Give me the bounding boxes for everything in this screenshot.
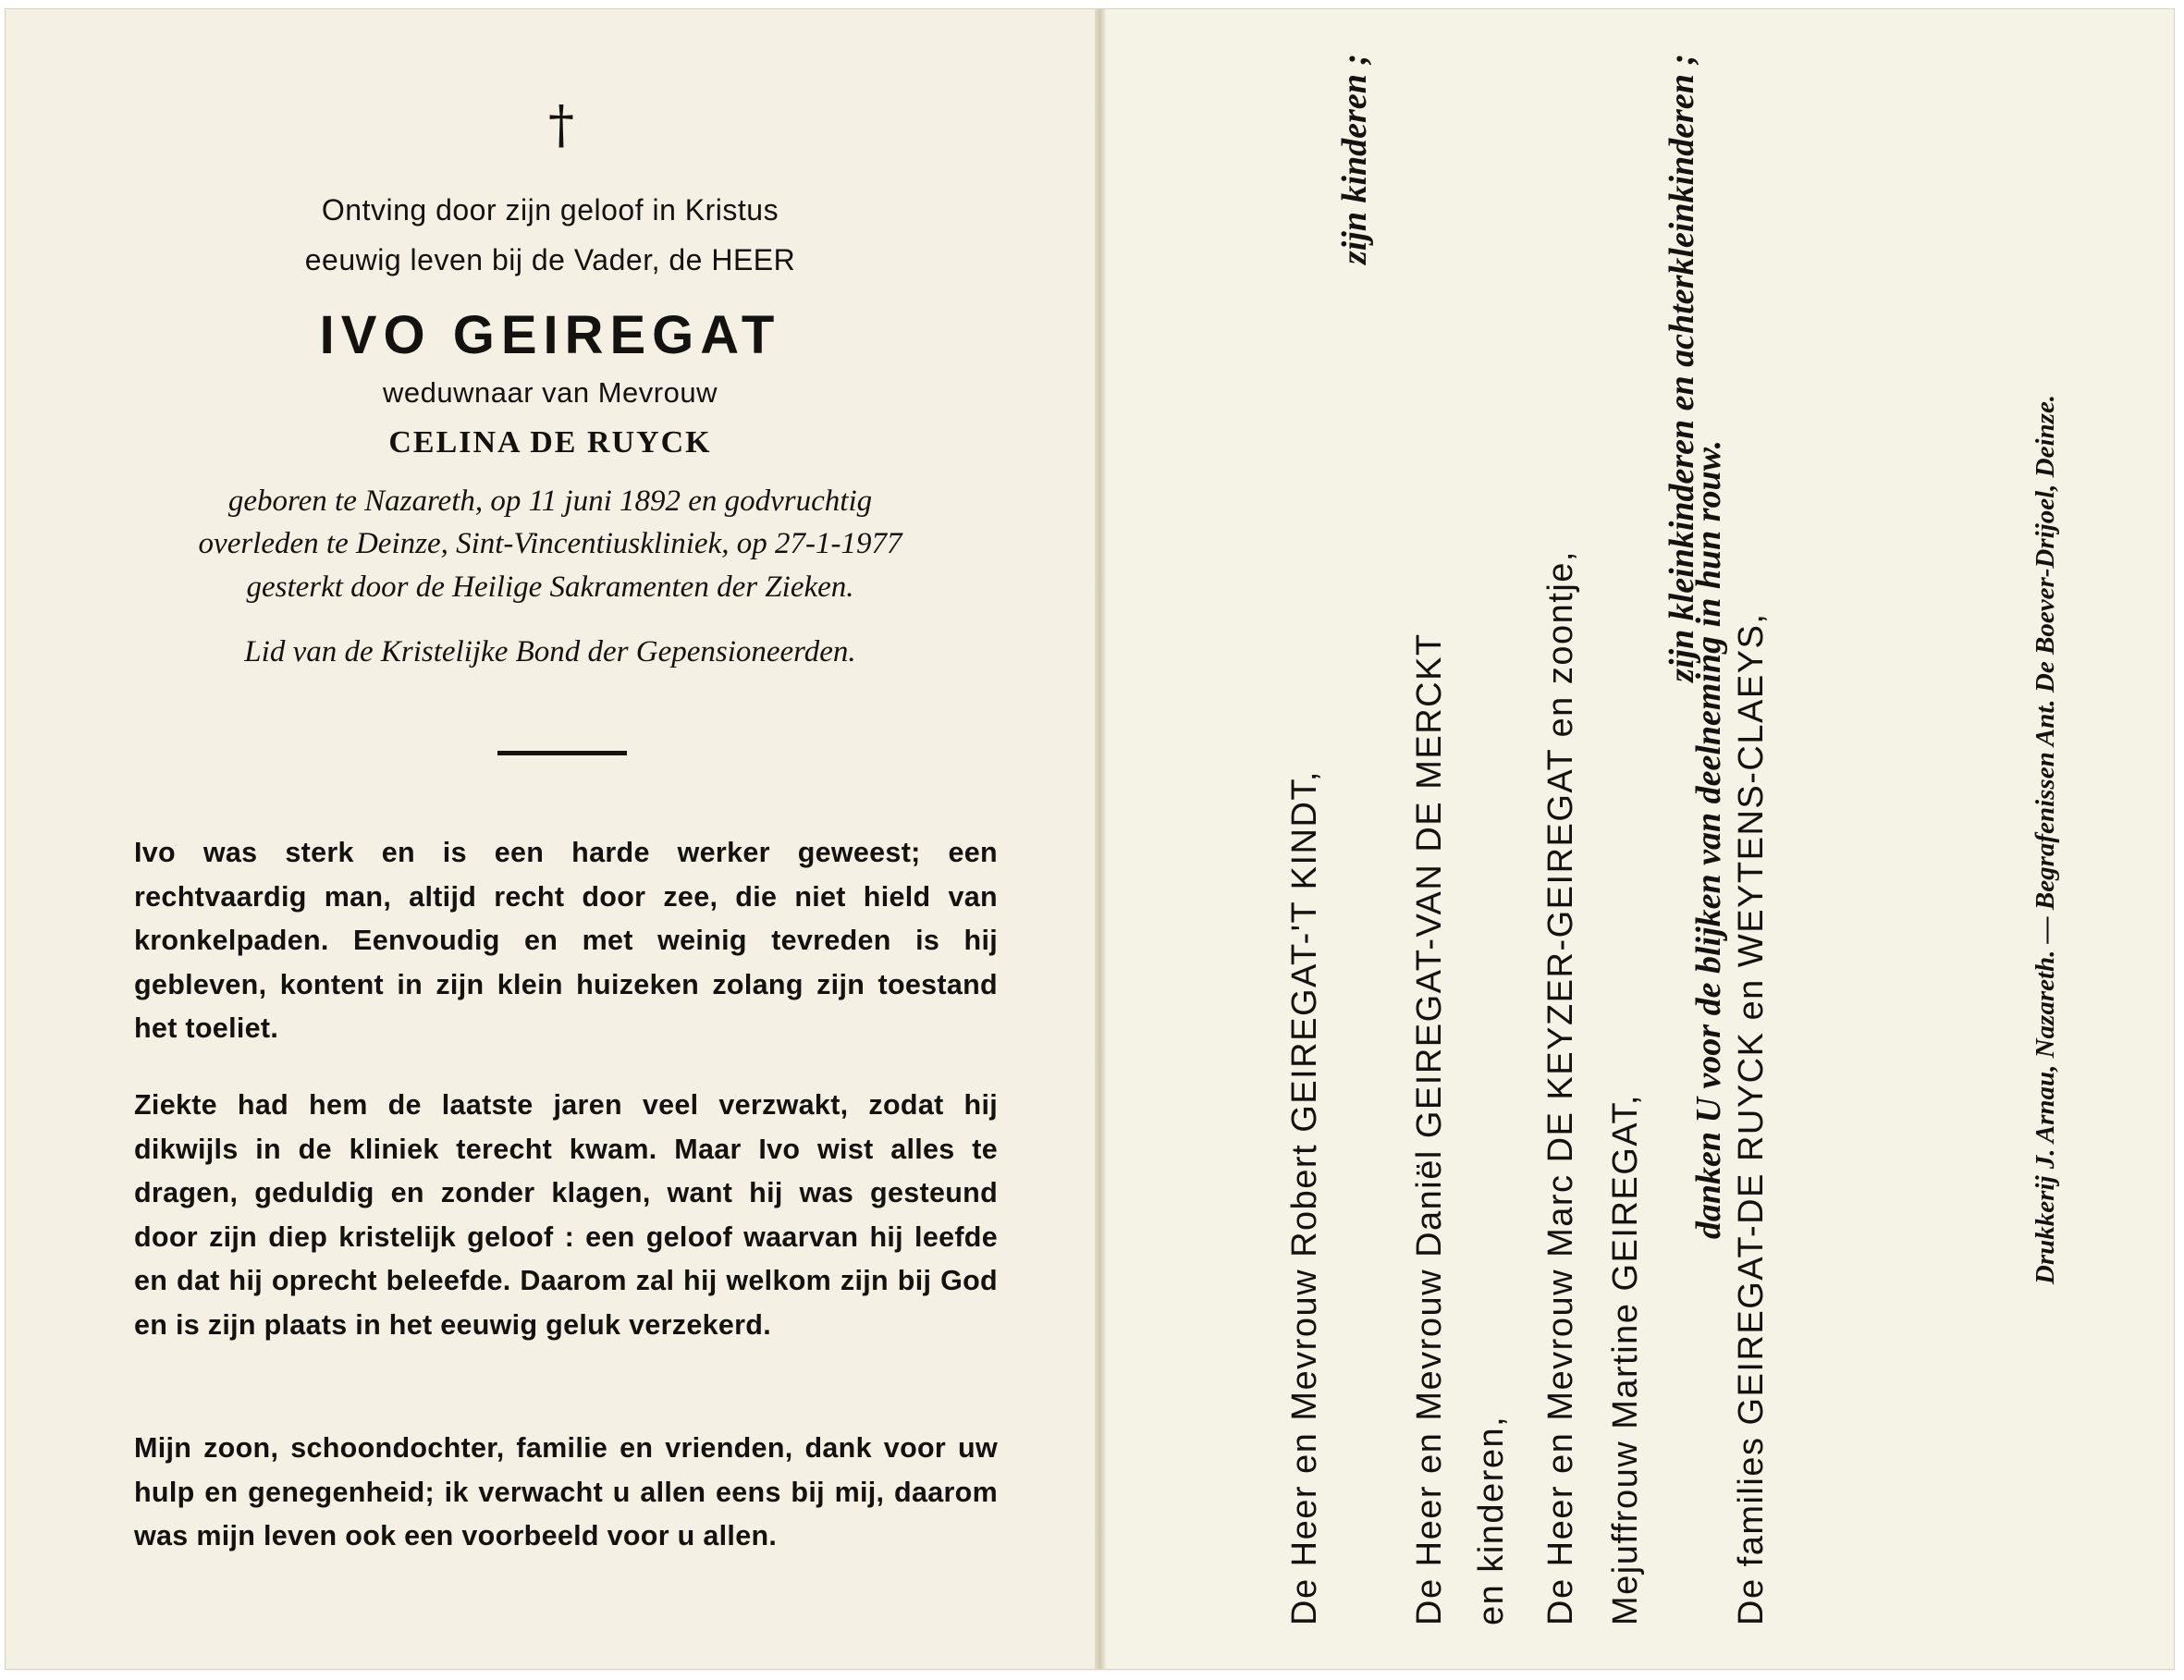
memorial-card: [6, 9, 2174, 1669]
paragraph-character: Ivo was sterk en is een harde werker geweest; een rechtvaardig man, altijd recht door zee, die niet hield van kronkelpaden. Eenvoudig en met weinig tevreden is hij gebleven, kontent in zijn klein huizeken zolang zijn toestand het toeliet.: [134, 837, 998, 1044]
mourner-line-5: De Heer en Mevrouw Marc DE KEYZER-GEIREGAT en zoontje,: [1541, 549, 1580, 1625]
cross-symbol: †: [548, 95, 574, 155]
sacraments-line: gesterkt door de Heilige Sakramenten der Zieken.: [246, 570, 854, 604]
paragraph-illness: Ziekte had hem de laatste jaren veel verzwakt, zodat hij dikwijls in de kliniek terecht kwam. Maar Ivo wist alles te dragen, geduldig en zonder klagen, want hij was gesteund door zijn diep kristelijk geloof : een geloof waarvan hij leefde en dat hij oprecht beleefde. Daarom zal hij welkom zijn bij God en is zijn plaats in het eeuwig geluk verzekerd.: [134, 1089, 998, 1341]
mourner-line-1: De Heer en Mevrouw Robert GEIREGAT-'T KINDT,: [1285, 769, 1324, 1625]
printer-line: Drukkerij J. Arnau, Nazareth. — Begrafenissen Ant. De Boever-Drijoel, Deinze.: [2031, 394, 2060, 1284]
deceased-name: IVO GEIREGAT: [319, 305, 781, 365]
mourner-line-4: en kinderen,: [1472, 1415, 1511, 1625]
mourner-line-8: De families GEIREGAT-DE RUYCK en WEYTENS-CLAEYS,: [1732, 612, 1771, 1625]
spouse-name: CELINA DE RUYCK: [388, 425, 712, 460]
born-line: geboren te Nazareth, op 11 juni 1892 en godvruchtig: [227, 484, 873, 518]
card-fold: [1095, 9, 1106, 1669]
intro-line-1: Ontving door zijn geloof in Kristus: [321, 193, 779, 227]
intro-line-2: eeuwig leven bij de Vader, de HEER: [304, 243, 796, 276]
thanks-line: danken U voor de blijken van deelneming in hun rouw.: [1689, 439, 1728, 1239]
left-page: [6, 9, 1095, 1669]
died-line: overleden te Deinze, Sint-Vincentiuskliniek, op 27-1-1977: [198, 527, 902, 560]
widower-line: weduwnaar van Mevrouw: [382, 376, 718, 409]
mourner-line-2: zijn kinderen ;: [1335, 53, 1374, 264]
paragraph-farewell: Mijn zoon, schoondochter, familie en vrienden, dank voor uw hulp en genegenheid; ik verwacht u allen eens bij mij, daarom was mijn leven ook een voorbeeld voor u allen.: [134, 1432, 998, 1551]
divider-rule: [497, 751, 627, 755]
membership-line: Lid van de Kristelijke Bond der Gepensioneerden.: [244, 635, 856, 668]
right-page: [1106, 9, 2174, 1669]
mourner-line-6: Mejuffrouw Martine GEIREGAT,: [1606, 1093, 1645, 1625]
mourner-line-3: De Heer en Mevrouw Daniël GEIREGAT-VAN DE MERCKT: [1410, 632, 1449, 1625]
mourner-line-7: zijn kleinkinderen en achterkleinkinderen ;: [1663, 53, 1701, 682]
